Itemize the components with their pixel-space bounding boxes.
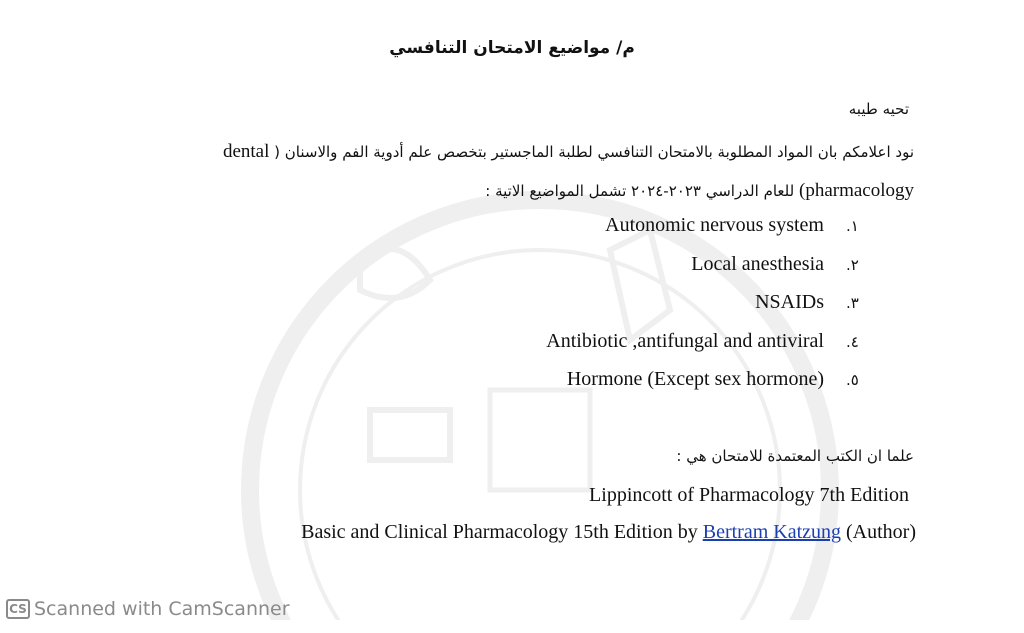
camscanner-logo-icon: CS (6, 599, 30, 619)
subject-heading: م/ مواضيع الامتحان التنافسي (389, 38, 635, 58)
list-item (546, 368, 876, 407)
greeting: تحيه طيبه (848, 100, 909, 118)
topic-text: Antibiotic ,antifungal and antiviral (546, 329, 824, 352)
list-item (546, 330, 876, 369)
book-2-title: Basic and Clinical Pharmacology 15th Edition by (301, 521, 703, 543)
topic-number: ١. (846, 217, 859, 235)
list-item (546, 214, 876, 253)
camscanner-text: Scanned with CamScanner (34, 598, 290, 620)
topic-list (546, 214, 876, 407)
topic-number: ٢. (846, 255, 859, 274)
topic-text: NSAIDs (755, 291, 824, 313)
book-1: Lippincott of Pharmacology 7th Edition (589, 484, 909, 506)
topic-number: ٣. (846, 294, 859, 312)
paragraph-line-1-arabic: نود اعلامكم بان المواد المطلوبة بالامتحان التنافسي لطلبة الماجستير بتخصص علم أدوية الفم والاسنان ( (274, 143, 914, 161)
paragraph-line-1-english: dental (222, 141, 270, 162)
topic-text: Autonomic nervous system (605, 214, 824, 236)
topic-number: ٥. (846, 371, 859, 389)
author-link[interactable]: Bertram Katzung (702, 521, 842, 543)
camscanner-footer (6, 598, 290, 620)
paragraph-line-1 (223, 141, 914, 163)
book-2 (301, 521, 916, 544)
topic-text: Hormone (Except sex hormone) (566, 368, 824, 390)
topic-number: ٤. (846, 332, 859, 351)
books-intro: علما ان الكتب المعتمدة للامتحان هي : (676, 447, 914, 465)
paragraph-line-2-arabic: للعام الدراسي ٢٠٢٣-٢٠٢٤ تشمل المواضيع الاتية : (485, 182, 795, 200)
paragraph-line-2-english: pharmacology) (798, 180, 914, 201)
list-item (546, 253, 876, 292)
topic-text: Local anesthesia (691, 252, 824, 275)
list-item (546, 291, 876, 330)
book-2-suffix: (Author) (841, 521, 916, 543)
paragraph-line-2 (485, 180, 914, 202)
